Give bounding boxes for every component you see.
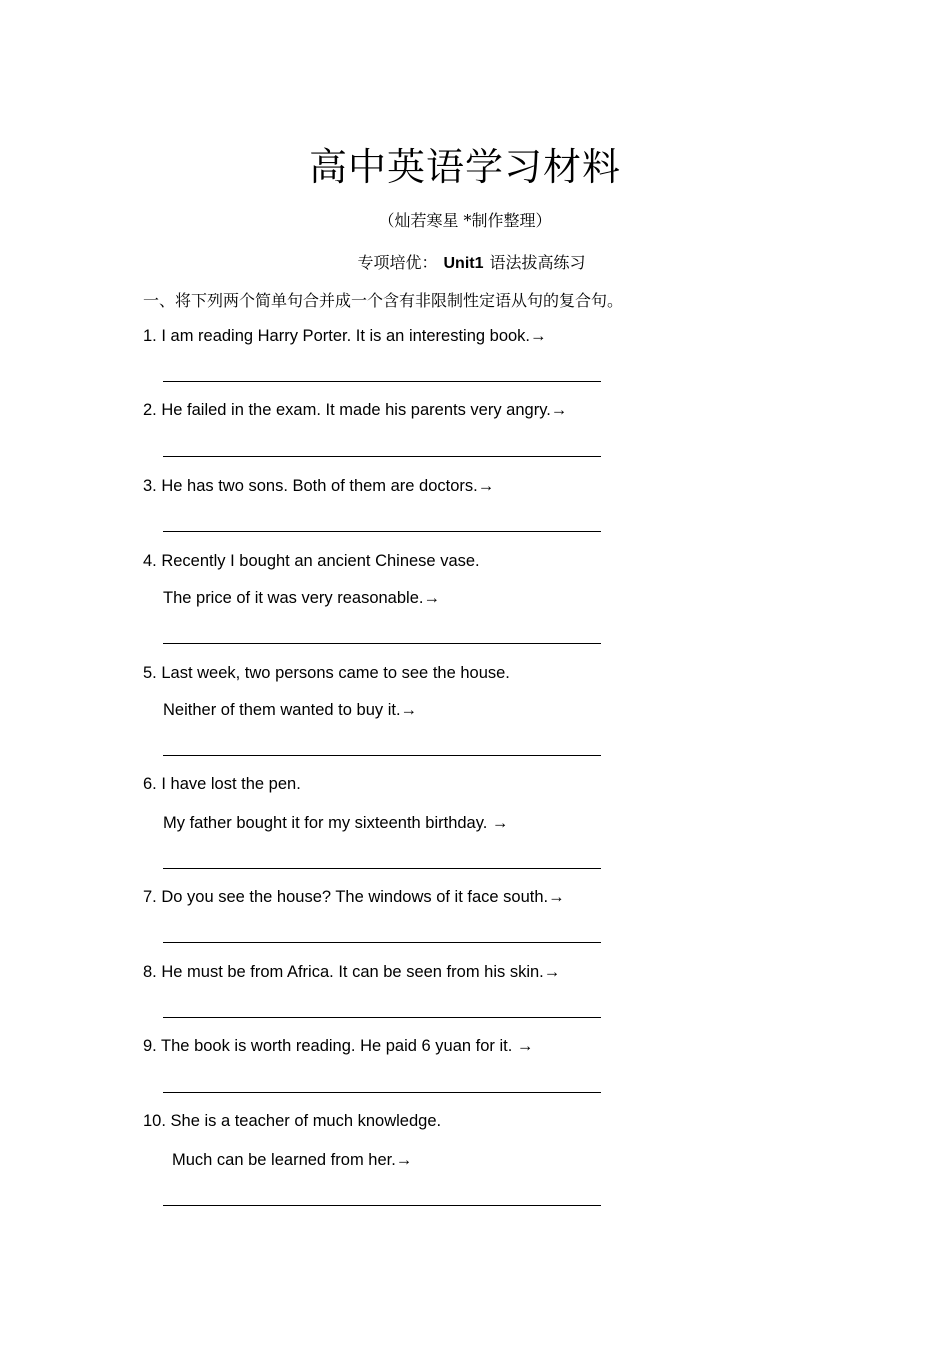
question-10-text: 10. She is a teacher of much knowledge.	[143, 1112, 442, 1130]
question-4-text: 4. Recently I bought an ancient Chinese vase.	[143, 552, 480, 570]
question-5-text: 5. Last week, two persons came to see the house.	[143, 664, 510, 682]
section-heading	[0, 250, 943, 273]
answer-blank-7[interactable]	[163, 942, 601, 943]
question-9-text: 9. The book is worth reading. He paid 6 yuan for it. →	[143, 1037, 534, 1055]
question-1-text: 1. I am reading Harry Porter. It is an interesting book.→	[143, 327, 547, 345]
answer-blank-8[interactable]	[163, 1017, 601, 1018]
page-subtitle: （灿若寒星 *制作整理）	[378, 211, 552, 230]
section-unit: Unit1	[443, 255, 484, 272]
question-4-text-line2: The price of it was very reasonable.→	[163, 589, 440, 607]
answer-blank-2[interactable]	[163, 456, 601, 457]
question-3-text: 3. He has two sons. Both of them are doctors.→	[143, 477, 495, 495]
answer-blank-9[interactable]	[163, 1092, 601, 1093]
section-suffix: 语法拔高练习	[489, 253, 586, 272]
question-7-text: 7. Do you see the house? The windows of it face south.→	[143, 888, 565, 906]
page-title: 高中英语学习材料	[308, 145, 621, 189]
answer-blank-6[interactable]	[163, 868, 601, 869]
answer-blank-5[interactable]	[163, 755, 601, 756]
question-6-text: 6. I have lost the pen.	[143, 775, 301, 793]
answer-blank-4[interactable]	[163, 643, 601, 644]
question-2-text: 2. He failed in the exam. It made his parents very angry.→	[143, 401, 568, 419]
answer-blank-10[interactable]	[163, 1205, 601, 1206]
question-10-text-line2: Much can be learned from her.→	[172, 1151, 413, 1169]
answer-blank-3[interactable]	[163, 531, 601, 532]
question-6-text-line2: My father bought it for my sixteenth birthday. →	[163, 814, 509, 832]
question-8-text: 8. He must be from Africa. It can be seen from his skin.→	[143, 963, 561, 981]
exercise-instruction: 一、将下列两个简单句合并成一个含有非限制性定语从句的复合句。	[143, 291, 624, 310]
answer-blank-1[interactable]	[163, 381, 601, 382]
question-5-text-line2: Neither of them wanted to buy it.→	[163, 701, 418, 719]
section-prefix: 专项培优：	[357, 253, 438, 272]
